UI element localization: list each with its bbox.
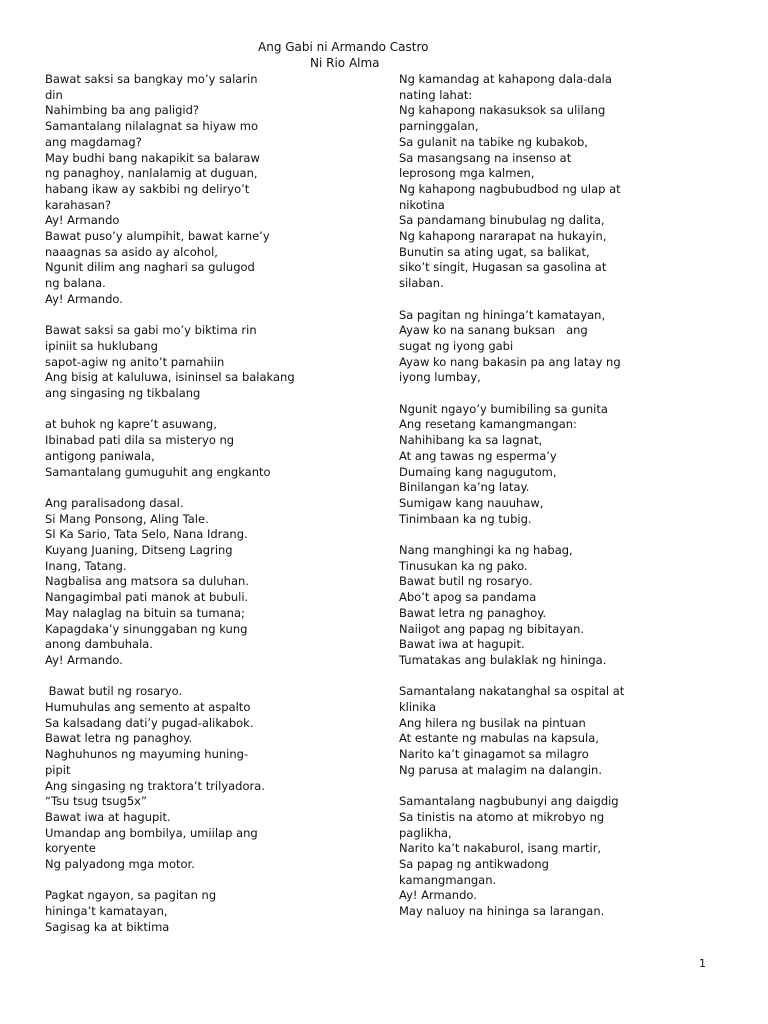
poem-line: Samantalang nagbubunyi ang daigdig	[399, 794, 619, 809]
poem-line: Sumigaw kang nauuhaw,	[399, 495, 544, 510]
poem-line: Ng kahapong nakasuksok sa ulilang	[399, 103, 606, 118]
poem-line: klinika	[399, 700, 437, 715]
page-number: 1	[699, 957, 706, 970]
poem-line: Sa pandamang binubulag ng dalita,	[399, 213, 605, 228]
poem-line: Samantalang nilalagnat sa hiyaw mo	[45, 119, 259, 134]
poem-line	[399, 669, 709, 685]
poem-line: Narito ka’t nakaburol, isang martir,	[399, 841, 602, 856]
poem-line: at buhok ng kapre’t asuwang,	[45, 417, 217, 432]
poem-line: Naghuhunos ng mayuming huning-	[45, 747, 249, 762]
poem-line	[45, 308, 345, 324]
poem-line	[45, 402, 345, 418]
poem-line: Ang hilera ng busilak na pintuan	[399, 715, 586, 730]
poem-line: Kuyang Juaning, Ditseng Lagring	[45, 543, 233, 558]
poem-line: Bawat puso’y alumpihit, bawat karne’y	[45, 229, 270, 244]
poem-line: Tumatakas ang bulaklak ng hininga.	[399, 652, 607, 667]
poem-line: Bawat butil ng rosaryo.	[45, 684, 183, 699]
poem-line: At estante ng mabulas na kapsula,	[399, 731, 599, 746]
left-column	[45, 72, 345, 936]
poem-line: Ang resetang kamangmangan:	[399, 417, 577, 432]
poem-line: Sagisag ka at biktima	[45, 919, 170, 934]
poem-line: Ay! Armando.	[45, 291, 123, 306]
poem-line: ang singasing ng tikbalang	[45, 386, 201, 401]
poem-line: karahasan?	[45, 197, 112, 212]
poem-line: Narito ka’t ginagamot sa milagro	[399, 747, 589, 762]
poem-line	[399, 527, 709, 543]
poem-line: Ang paralisadong dasal.	[45, 495, 184, 510]
poem-line	[399, 386, 709, 402]
poem-line: hininga’t kamatayan,	[45, 904, 168, 919]
poem-line: Kapagdaka’y sinunggaban ng kung	[45, 621, 248, 636]
poem-line: ipiniit sa huklubang	[45, 338, 158, 353]
poem-line: ng panaghoy, nanlalamig at duguan,	[45, 166, 258, 181]
poem-line: May budhi bang nakapikit sa balaraw	[45, 150, 260, 165]
poem-line: koryente	[45, 841, 96, 856]
poem-line: nikotina	[399, 197, 445, 212]
poem-line: ng balana.	[45, 276, 106, 291]
poem-line: Sa masangsang na insenso at	[399, 150, 572, 165]
poem-line: Nahimbing ba ang paligid?	[45, 103, 200, 118]
poem-line: Ngunit dilim ang naghari sa gulugod	[45, 260, 255, 275]
poem-line: naaagnas sa asido ay alcohol,	[45, 244, 218, 259]
poem-line: Ngunit ngayo’y bumibiling sa gunita	[399, 401, 608, 416]
poem-line: Bawat saksi sa bangkay mo’y salarin	[45, 72, 258, 86]
poem-line	[45, 873, 345, 889]
poem-line: Sa kalsadang dati’y pugad-alikabok.	[45, 715, 254, 730]
poem-line: Ang singasing ng traktora’t trilyadora.	[45, 778, 265, 793]
poem-line: Ang bisig at kaluluwa, isininsel sa balakang	[45, 370, 295, 385]
poem-line: Sa pagitan ng hininga’t kamatayan,	[399, 307, 606, 322]
poem-line: Bunutin sa ating ugat, sa balikat,	[399, 244, 590, 259]
poem-line: sugat ng iyong gabi	[399, 338, 514, 353]
poem-line: Sa papag ng antikwadong	[399, 857, 549, 872]
poem-line: Ng palyadong mga motor.	[45, 857, 195, 872]
poem-line: habang ikaw ay sakbibi ng deliryo’t	[45, 181, 250, 196]
poem-line: Ayaw ko nang bakasin pa ang latay ng	[399, 354, 621, 369]
poem-line	[45, 480, 345, 496]
poem-line: Tinimbaan ka ng tubig.	[399, 511, 532, 526]
poem-line: Ng parusa at malagim na dalangin.	[399, 762, 602, 777]
poem-line: Humuhulas ang semento at aspalto	[45, 700, 251, 715]
poem-line: Tinusukan ka ng pako.	[399, 558, 528, 573]
poem-line: Umandap ang bombilya, umiilap ang	[45, 825, 258, 840]
poem-line: Bawat iwa at hagupit.	[399, 637, 525, 652]
poem-line: pipit	[45, 762, 71, 777]
poem-line: At ang tawas ng esperma’y	[399, 448, 557, 463]
poem-line	[399, 292, 709, 308]
poem-line: sapot-agiw ng anito’t pamahiin	[45, 354, 225, 369]
poem-line: Samantalang nakatanghal sa ospital at	[399, 684, 625, 699]
poem-line: Dumaing kang nagugutom,	[399, 464, 557, 479]
poem-line	[399, 779, 709, 795]
poem-line: Bawat iwa at hagupit.	[45, 809, 171, 824]
poem-line: Si Mang Ponsong, Aling Tale.	[45, 511, 209, 526]
poem-line: Ay! Armando.	[45, 652, 123, 667]
poem-line: Inang, Tatang.	[45, 558, 127, 573]
poem-line: Ng kahapong nararapat na hukayin,	[399, 229, 607, 244]
poem-line: Samantalang gumuguhit ang engkanto	[45, 464, 271, 479]
poem-line: Nangagimbal pati manok at bubuli.	[45, 590, 249, 605]
poem-line: Ayaw ko na sanang buksan ang	[399, 323, 588, 338]
poem-line: Ay! Armando.	[399, 888, 477, 903]
poem-line	[45, 669, 345, 685]
poem-line: paglikha,	[399, 825, 452, 840]
poem-line: Pagkat ngayon, sa pagitan ng	[45, 888, 217, 903]
poem-line: leprosong mga kalmen,	[399, 166, 535, 181]
poem-line: May nalaglag na bituin sa tumana;	[45, 605, 245, 620]
poem-line: nating lahat:	[399, 87, 473, 102]
poem-line: Bawat saksi sa gabi mo’y biktima rin	[45, 323, 257, 338]
poem-line: anong dambuhala.	[45, 637, 153, 652]
poem-author: Ni Rio Alma	[310, 56, 380, 70]
poem-line: antigong paniwala,	[45, 448, 155, 463]
poem-line: SI Ka Sario, Tata Selo, Nana Idrang.	[45, 527, 248, 542]
poem-line: Bawat butil ng rosaryo.	[399, 574, 533, 589]
poem-line: Ng kamandag at kahapong dala-dala	[399, 72, 612, 86]
poem-line: Bawat letra ng panaghoy.	[45, 731, 193, 746]
poem-line: Binilangan ka’ng latay.	[399, 480, 530, 495]
poem-line: Nagbalisa ang matsora sa duluhan.	[45, 574, 249, 589]
poem-line: Nang manghingi ka ng habag,	[399, 543, 573, 558]
poem-line: Naiigot ang papag ng bibitayan.	[399, 621, 585, 636]
poem-line: kamangmangan.	[399, 872, 497, 887]
right-column	[399, 72, 709, 920]
poem-line: May naluoy na hininga sa larangan.	[399, 904, 605, 919]
poem-line: iyong lumbay,	[399, 370, 481, 385]
poem-line: “Tsu tsug tsug5x”	[45, 794, 147, 809]
poem-title: Ang Gabi ni Armando Castro	[258, 40, 429, 54]
poem-line: din	[45, 87, 63, 102]
poem-line: ang magdamag?	[45, 134, 142, 149]
poem-line: siko’t singit, Hugasan sa gasolina at	[399, 260, 607, 275]
poem-line: Sa gulanit na tabike ng kubakob,	[399, 134, 588, 149]
poem-line: Ng kahapong nagbubudbod ng ulap at	[399, 181, 621, 196]
poem-line: silaban.	[399, 276, 444, 291]
poem-line: Ay! Armando	[45, 213, 120, 228]
poem-line: Sa tinistis na atomo at mikrobyo ng	[399, 809, 605, 824]
poem-line: Nahihibang ka sa lagnat,	[399, 433, 543, 448]
poem-line: parninggalan,	[399, 119, 479, 134]
poem-line: Bawat letra ng panaghoy.	[399, 605, 547, 620]
poem-line: Abo’t apog sa pandama	[399, 590, 537, 605]
poem-line: Ibinabad pati dila sa misteryo ng	[45, 433, 235, 448]
